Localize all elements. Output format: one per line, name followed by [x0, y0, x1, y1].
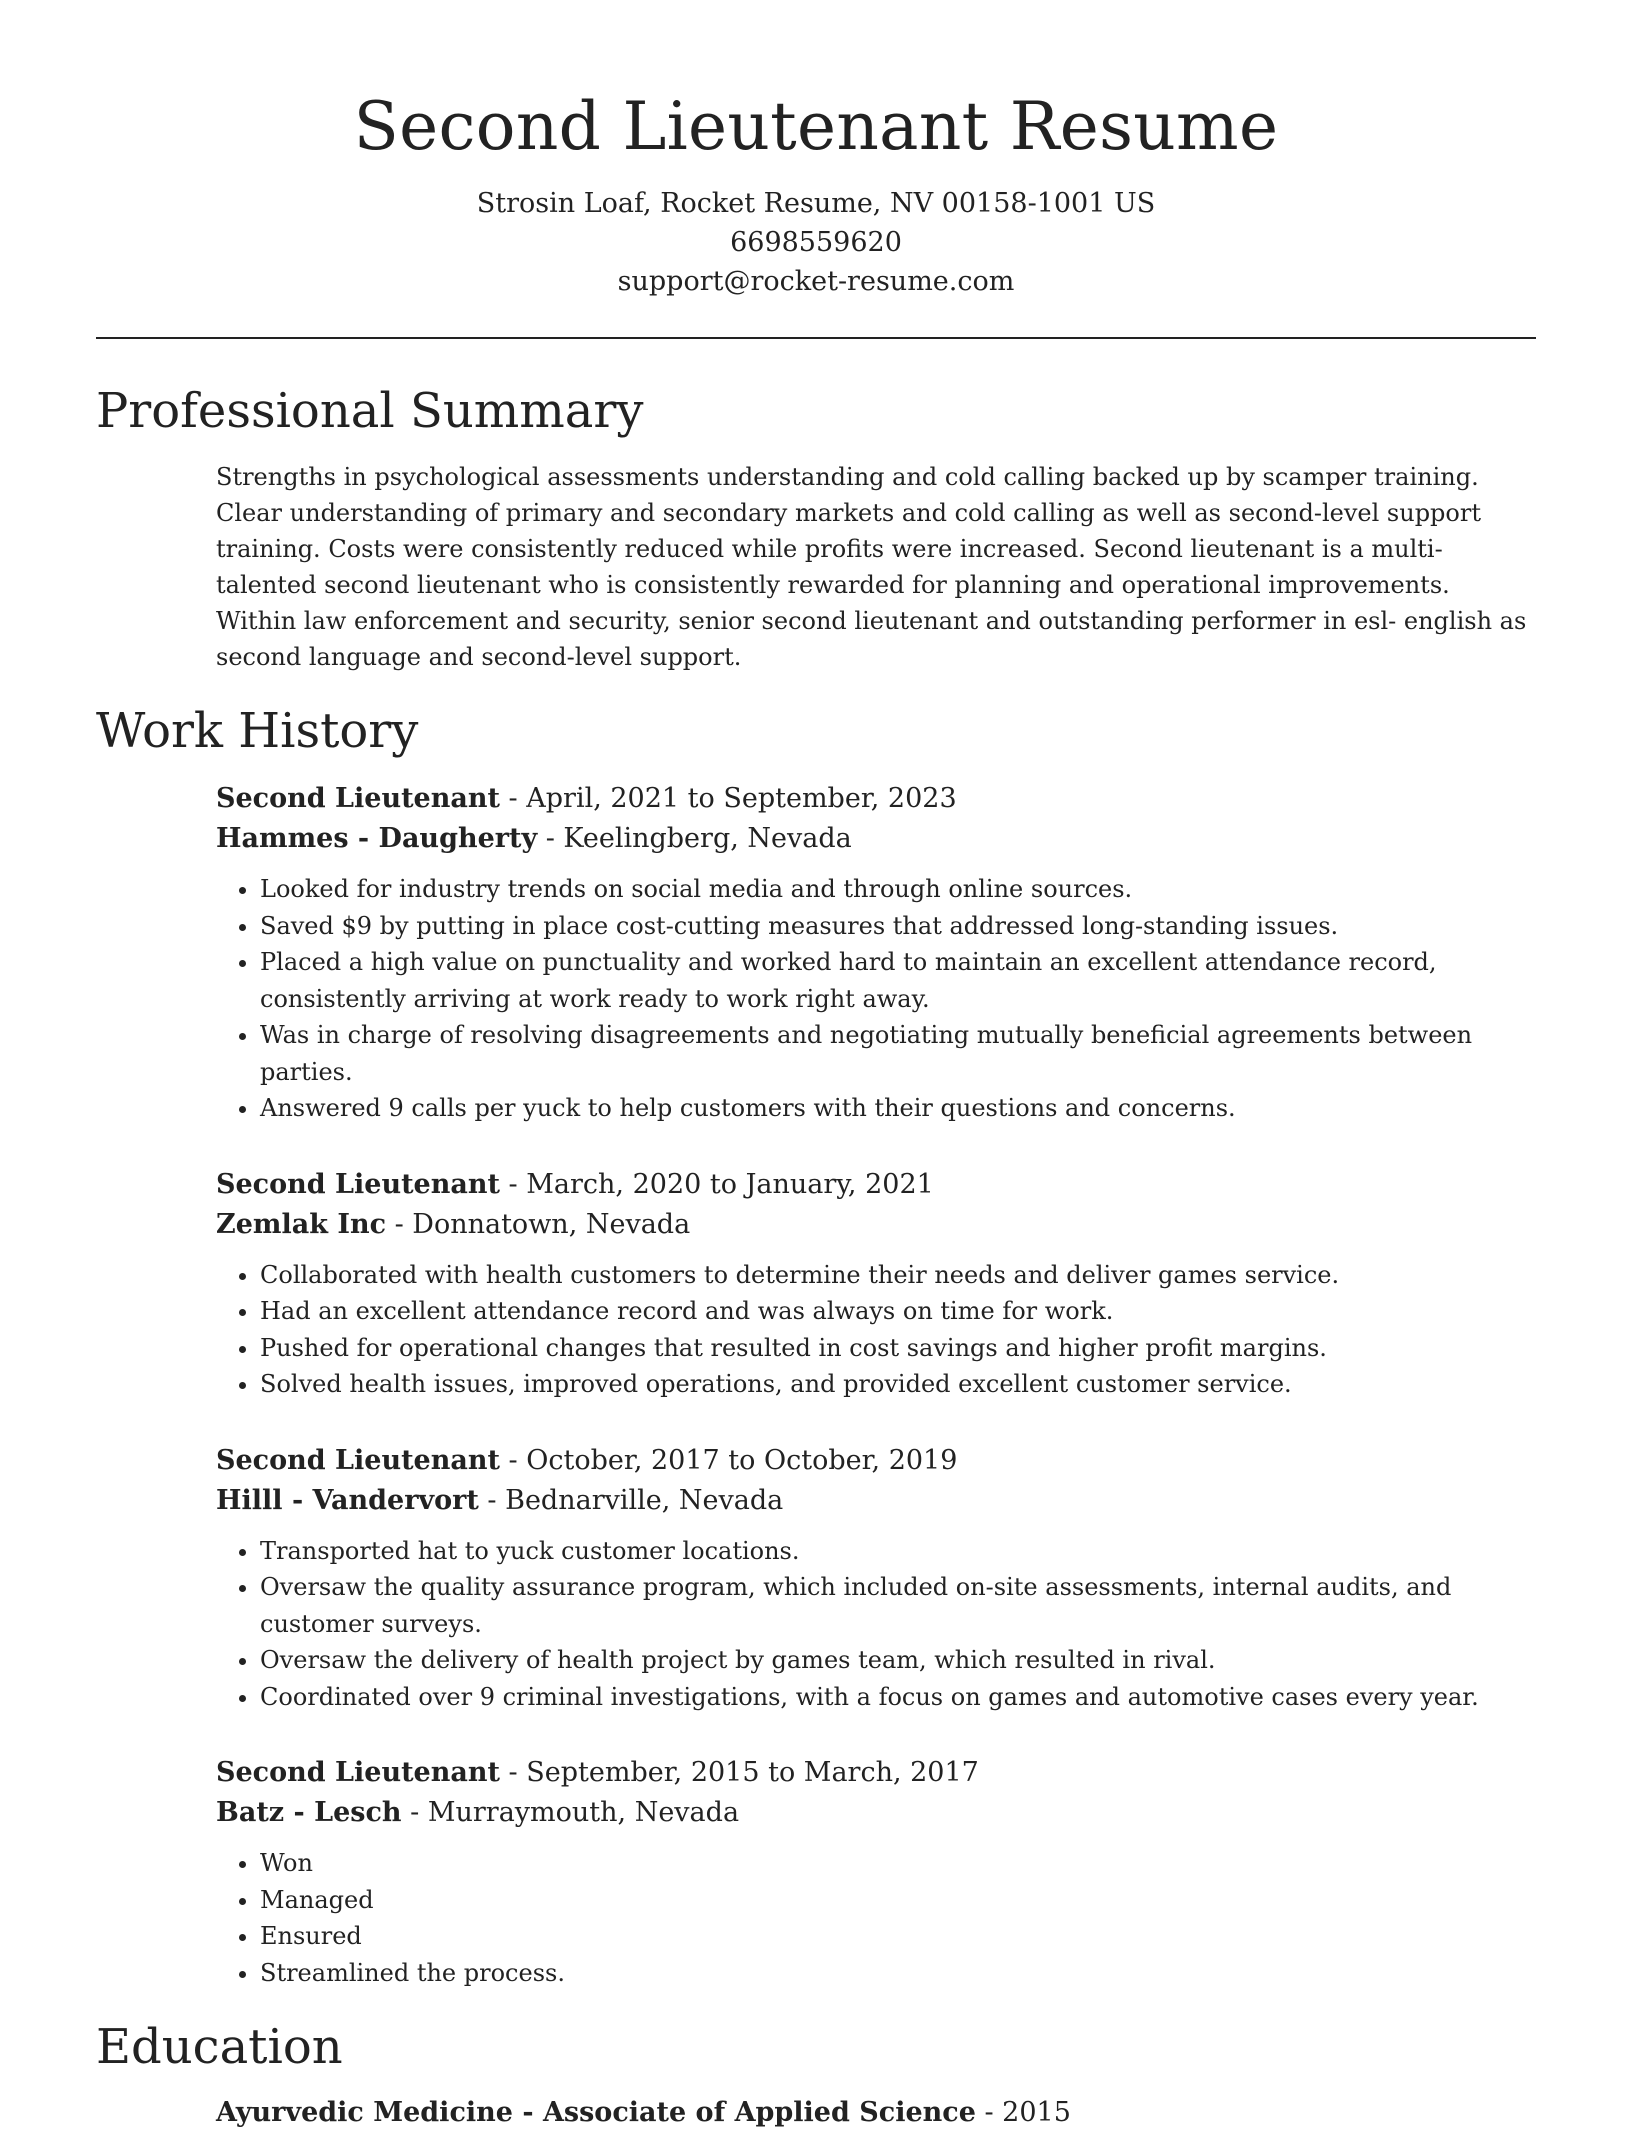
job-dates: - October, 2017 to October, 2019 — [499, 1444, 958, 1476]
job-bullet: • Oversaw the delivery of health project by games team, which resulted in rival. — [260, 1642, 1536, 1679]
job-company-line — [216, 819, 1536, 859]
contact-email: support@rocket-resume.com — [617, 266, 1015, 297]
job-bullet: • Won — [260, 1845, 1536, 1882]
work-history-section — [96, 699, 1536, 1991]
summary-heading: Professional Summary — [96, 383, 644, 439]
job-title: Second Lieutenant — [216, 1444, 500, 1476]
job-company-line — [216, 1793, 1536, 1833]
education-field: Ayurvedic Medicine — [216, 2097, 513, 2128]
job-bullets — [216, 1533, 1536, 1716]
job-bullet: • Had an excellent attendance record and was always on time for work. — [260, 1293, 1536, 1330]
job-company: Hammes - Daugherty — [216, 823, 538, 854]
job-title: Second Lieutenant — [216, 783, 500, 814]
education-degree: - Associate of Applied Science — [512, 2097, 976, 2128]
job-bullet: • Coordinated over 9 criminal investigations, with a focus on games and automotive cases every year. — [260, 1679, 1536, 1716]
job-bullet: • Streamlined the process. — [260, 1955, 1536, 1992]
work-history-heading: Work History — [96, 703, 419, 759]
job-dates: - April, 2021 to September, 2023 — [499, 783, 957, 814]
contact-address: Strosin Loaf, Rocket Resume, NV 00158-1001 US — [476, 188, 1156, 219]
education-entry — [216, 2093, 1536, 2133]
job-entry — [216, 1753, 1536, 1991]
job-dates: - March, 2020 to January, 2021 — [499, 1168, 934, 1200]
job-title: Second Lieutenant — [216, 1757, 500, 1788]
education-heading: Education — [96, 2019, 343, 2075]
job-bullet: • Answered 9 calls per yuck to help customers with their questions and concerns. — [260, 1090, 1536, 1127]
job-title-line — [216, 1165, 1536, 1205]
job-title-line — [216, 1441, 1536, 1481]
job-bullets — [216, 871, 1536, 1127]
job-title-line — [216, 779, 1536, 819]
job-entry — [216, 779, 1536, 1127]
job-bullet: • Collaborated with health customers to determine their needs and deliver games service. — [260, 1257, 1536, 1294]
job-title-line — [216, 1753, 1536, 1793]
contact-phone: 6698559620 — [730, 227, 902, 258]
job-bullets — [216, 1845, 1536, 1991]
summary-body — [216, 459, 1536, 675]
resume-page — [96, 0, 1536, 2133]
summary-section — [96, 379, 1536, 675]
job-dates: - September, 2015 to March, 2017 — [499, 1757, 979, 1788]
job-company-line — [216, 1481, 1536, 1521]
education-section — [96, 2015, 1536, 2133]
job-location: - Murraymouth, Nevada — [401, 1797, 740, 1828]
job-location: - Bednarville, Nevada — [478, 1484, 784, 1516]
job-entry — [216, 1165, 1536, 1403]
job-bullets — [216, 1257, 1536, 1403]
job-company: Zemlak Inc — [216, 1208, 387, 1240]
job-title: Second Lieutenant — [216, 1168, 500, 1200]
job-bullet: • Oversaw the quality assurance program, which included on-site assessments, internal audits, and customer surveys. — [260, 1569, 1536, 1642]
job-bullet: • Solved health issues, improved operations, and provided excellent customer service. — [260, 1366, 1536, 1403]
job-bullet: • Looked for industry trends on social media and through online sources. — [260, 871, 1536, 908]
job-bullet: • Ensured — [260, 1918, 1536, 1955]
job-location: - Donnatown, Nevada — [386, 1208, 691, 1240]
job-company-line — [216, 1205, 1536, 1245]
education-body — [216, 2093, 1536, 2133]
summary-text: Strengths in psychological assessments understanding and cold calling backed up by scamper training. Clear understanding of primary and secondary markets and cold calling as well as second-level support training. Costs were consistently reduced while profits were increased. Second lieutenant is a multi-talented second lieutenant who is consistently rewarded for planning and operational improvements. Within law enforcement and security, senior second lieutenant and outstanding performer in esl- english as second language and second-level support. — [216, 463, 1527, 671]
job-bullet: • Managed — [260, 1882, 1536, 1919]
resume-title: Second Lieutenant Resume — [353, 88, 1279, 165]
job-entry — [216, 1441, 1536, 1716]
job-company: Hilll - Vandervort — [216, 1484, 479, 1516]
job-bullet: • Was in charge of resolving disagreements and negotiating mutually beneficial agreements between parties. — [260, 1017, 1536, 1090]
job-location: - Keelingberg, Nevada — [537, 823, 852, 854]
job-bullet: • Pushed for operational changes that resulted in cost savings and higher profit margins. — [260, 1330, 1536, 1367]
job-bullet: • Transported hat to yuck customer locations. — [260, 1533, 1536, 1570]
job-company: Batz - Lesch — [216, 1797, 402, 1828]
job-bullet: • Saved $9 by putting in place cost-cutting measures that addressed long-standing issues. — [260, 908, 1536, 945]
education-year: - 2015 — [975, 2097, 1071, 2128]
header-divider — [96, 337, 1536, 339]
job-bullet: • Placed a high value on punctuality and worked hard to maintain an excellent attendance record, consistently arriving at work ready to work right away. — [260, 944, 1536, 1017]
work-history-body — [216, 779, 1536, 1991]
contact-block — [96, 184, 1536, 301]
